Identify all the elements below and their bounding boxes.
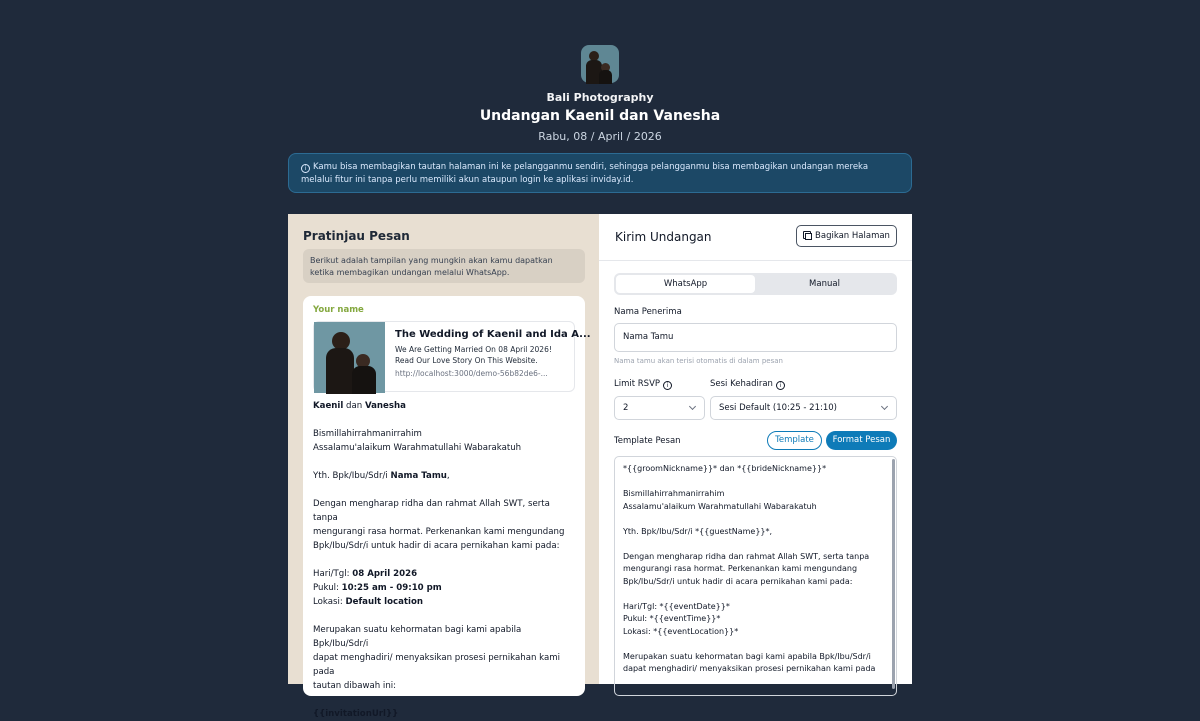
link-preview-thumbnail [314,322,385,393]
info-banner-text: Kamu bisa membagikan tautan halaman ini ke pelangganmu sendiri, sehingga pelangganmu bisa membagikan undangan mereka melalui fitur ini tanpa perlu memiliki akun ataupun login ke aplikasi inviday.id. [301,162,869,185]
event-date: Rabu, 08 / April / 2026 [538,130,662,143]
preview-note: Berikut adalah tampilan yang mungkin akan kamu dapatkan ketika membagikan undangan melalui WhatsApp. [303,249,585,283]
sender-name: Your name [313,305,364,315]
textarea-scrollbar[interactable] [892,459,895,689]
info-icon[interactable]: i [663,381,672,390]
recipient-hint: Nama tamu akan terisi otomatis di dalam pesan [614,357,783,365]
rsvp-limit-label: Limit RSVP i [614,379,672,390]
session-select[interactable]: Sesi Default (10:25 - 21:10) [710,396,897,420]
page-header [0,45,1200,143]
rsvp-limit-select[interactable]: 2 [614,396,705,420]
preview-panel [288,214,599,719]
recipient-name-input[interactable]: Nama Tamu [614,323,897,352]
send-panel-title: Kirim Undangan [615,230,712,244]
link-preview-desc: We Are Getting Married On 08 April 2026! Read Our Love Story On This Website. [395,345,552,365]
template-button[interactable]: Template [767,431,822,450]
preview-title: Pratinjau Pesan [303,229,410,243]
link-preview-card[interactable] [313,321,591,392]
whatsapp-message-bubble [303,296,591,719]
chevron-down-icon [689,403,696,410]
template-label: Template Pesan [614,436,681,446]
chevron-down-icon [881,403,888,410]
link-preview-url: http://localhost:3000/demo-56b82de6-... [395,369,548,378]
tab-manual[interactable]: Manual [809,279,840,289]
session-label: Sesi Kehadiran i [710,379,785,390]
info-circle-icon: i [301,164,310,173]
tab-whatsapp[interactable]: WhatsApp [616,275,755,293]
brand-name: Bali Photography [546,91,654,104]
info-icon[interactable]: i [776,381,785,390]
message-body: Kaenil dan Vanesha Bismillahirrahmanirrahim Assalamu'alaikum Warahmatullahi Wabarakatuh Yth. Bpk/Ibu/Sdr/i Nama Tamu, Dengan mengharap ridha dan rahmat Allah SWT, serta tanpa mengurangi rasa hormat. Perkenankan kami mengundang Bpk/Ibu/Sdr/i untuk hadir di acara pernikahan kami pada: Hari/Tgl: 08 April 2026 Pukul: 10:25 am - 09:10 pm Lokasi: Default location Merupakan suatu kehormatan bagi kami apabila Bpk/Ibu/Sdr/i dapat menghadiri/ menyaksikan prosesi pernikahan kami pada tautan dibawah ini: {{invitationUrl}} [313,401,565,719]
share-page-button[interactable]: Bagikan Halaman [796,225,897,247]
message-template-textarea[interactable]: *{{groomNickname}}* dan *{{brideNickname}}* Bismillahirrahmanirrahim Assalamu'alaikum Warahmatullahi Wabarakatuh Yth. Bpk/Ibu/Sdr/i *{{guestName}}*, Dengan mengharap ridha dan rahmat Allah SWT, serta tanpa mengurangi rasa hormat. Perkenankan kami mengundang Bpk/Ibu/Sdr/i untuk hadir di acara pernikahan kami pada: Hari/Tgl: *{{eventDate}}* Pukul: *{{eventTime}}* Lokasi: *{{eventLocation}}* Merupakan suatu kehormatan bagi kami apabila Bpk/Ibu/Sdr/i dapat menghadiri/ menyaksikan prosesi pernikahan kami pada [614,456,897,696]
send-panel-header [599,214,912,261]
link-preview-title: The Wedding of Kaenil and Ida A... [395,329,591,340]
recipient-label: Nama Penerima [614,307,682,317]
copy-icon [803,231,811,239]
info-banner [288,153,912,193]
format-message-button[interactable]: Format Pesan [826,431,897,450]
main-card [288,214,912,719]
send-panel [599,214,912,684]
send-method-tabs [614,273,897,295]
avatar [581,45,619,83]
page-title: Undangan Kaenil dan Vanesha [479,108,721,124]
